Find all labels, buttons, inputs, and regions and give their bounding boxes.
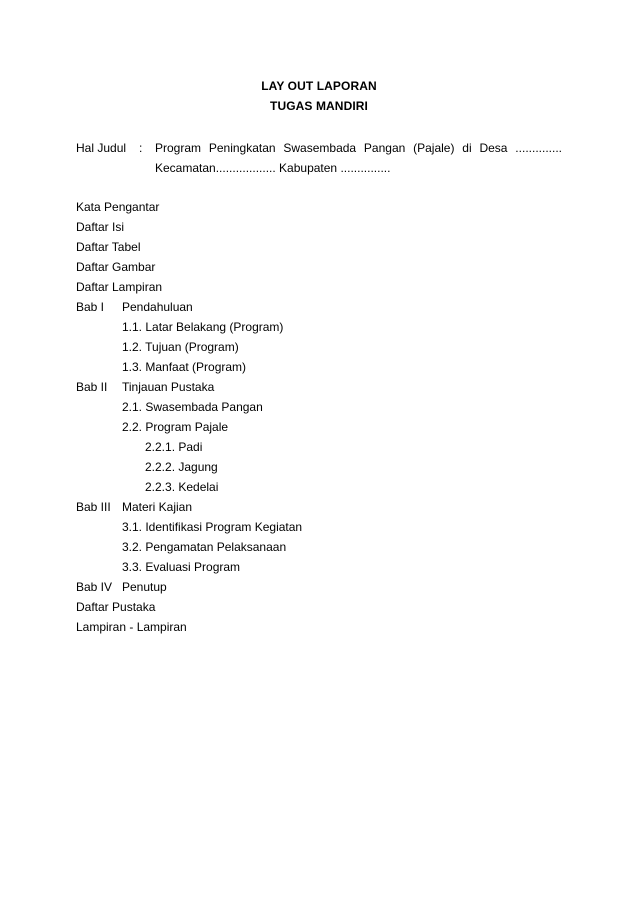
toc-item-1-3: 1.3. Manfaat (Program) [122,360,247,374]
document-title-line1 [0,79,638,93]
document-title-line2 [0,99,638,113]
toc-bab-2 [76,379,476,399]
toc-bab-4 [76,579,476,599]
bab-1-number: Bab I [76,300,105,314]
toc-bab-1 [76,299,476,319]
toc-item-3-2: 3.2. Pengamatan Pelaksanaan [122,540,287,554]
toc-bab-3 [76,499,476,519]
toc-item-2-2-1: 2.2.1. Padi [145,440,203,454]
toc-daftar-gambar: Daftar Gambar [76,260,156,274]
bab-3-title: Materi Kajian [122,500,193,514]
toc-item-2-2: 2.2. Program Pajale [122,420,229,434]
bab-4-title: Penutup [122,580,167,594]
toc-daftar-pustaka: Daftar Pustaka [76,600,156,614]
toc-item-2-2-3: 2.2.3. Kedelai [145,480,219,494]
title-layout-laporan: LAY OUT LAPORAN [261,79,377,93]
hal-judul-label: Hal Judul [76,141,127,155]
toc-lampiran: Lampiran - Lampiran [76,620,187,634]
hal-judul-text-line2: Kecamatan.................. Kabupaten ............... [155,161,391,175]
bab-1-title: Pendahuluan [122,300,193,314]
bab-2-number: Bab II [76,380,108,394]
toc-item-2-1: 2.1. Swasembada Pangan [122,400,263,414]
toc-item-2-2-2: 2.2.2. Jagung [145,460,218,474]
bab-4-number: Bab IV [76,580,113,594]
toc-item-1-2: 1.2. Tujuan (Program) [122,340,239,354]
toc-daftar-tabel: Daftar Tabel [76,240,141,254]
hal-judul-text-line1: Program Peningkatan Swasembada Pangan (Pajale) di Desa .............. [155,141,562,155]
toc-daftar-lampiran: Daftar Lampiran [76,280,163,294]
hal-judul-colon: : [139,141,143,155]
toc-daftar-isi: Daftar Isi [76,220,125,234]
bab-3-number: Bab III [76,500,111,514]
toc-item-3-3: 3.3. Evaluasi Program [122,560,241,574]
bab-2-title: Tinjauan Pustaka [122,380,215,394]
toc-item-3-1: 3.1. Identifikasi Program Kegiatan [122,520,303,534]
title-tugas-mandiri: TUGAS MANDIRI [270,99,368,113]
toc-item-1-1: 1.1. Latar Belakang (Program) [122,320,284,334]
toc-kata-pengantar: Kata Pengantar [76,200,160,214]
